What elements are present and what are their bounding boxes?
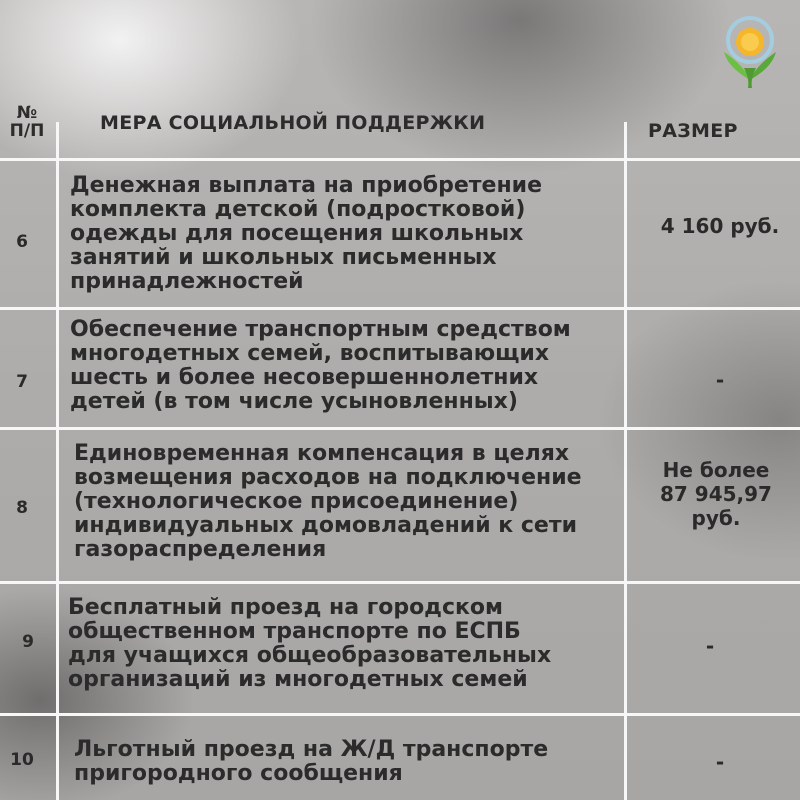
column-divider-left <box>56 122 59 800</box>
size-value: 4 160 руб. <box>660 214 780 238</box>
row-number: 8 <box>16 498 28 518</box>
measure-text: Единовременная компенсация в целях возмещения расходов на подключение (технологическое присоединение) индивидуальных домовладений к сети газораспределения <box>74 441 582 562</box>
size-value: - <box>715 368 725 392</box>
row-number: 10 <box>10 750 34 770</box>
row-number: 7 <box>16 372 28 392</box>
row-number: 6 <box>16 232 28 252</box>
header-number-label: № П/П <box>9 103 45 141</box>
row-divider <box>0 713 800 716</box>
column-divider-right <box>624 122 627 800</box>
size-value: Не более 87 945,97 руб. <box>660 458 772 530</box>
row-divider <box>0 158 800 161</box>
row-divider <box>0 427 800 430</box>
row-divider <box>0 307 800 310</box>
size-value: - <box>715 750 725 774</box>
measure-text: Бесплатный проезд на городском общественном транспорте по ЕСПБ для учащихся общеобразовательных организаций из многодетных семей <box>68 595 552 692</box>
measure-text: Обеспечение транспортным средством многодетных семей, воспитывающих шесть и более несовершеннолетних детей (в том числе усыновленных) <box>70 317 571 414</box>
row-number: 9 <box>22 632 34 652</box>
size-value: - <box>705 634 715 658</box>
measure-text: Денежная выплата на приобретение комплекта детской (подростковой) одежды для посещения школьных занятий и школьных письменных принадлежностей <box>70 173 543 294</box>
measure-text: Льготный проезд на Ж/Д транспорте пригородного сообщения <box>74 737 549 786</box>
header-measure-label: МЕРА СОЦИАЛЬНОЙ ПОДДЕРЖКИ <box>100 112 486 134</box>
header-size-label: РАЗМЕР <box>648 120 738 142</box>
row-divider <box>0 581 800 584</box>
sun-hands-logo-icon <box>718 14 782 90</box>
